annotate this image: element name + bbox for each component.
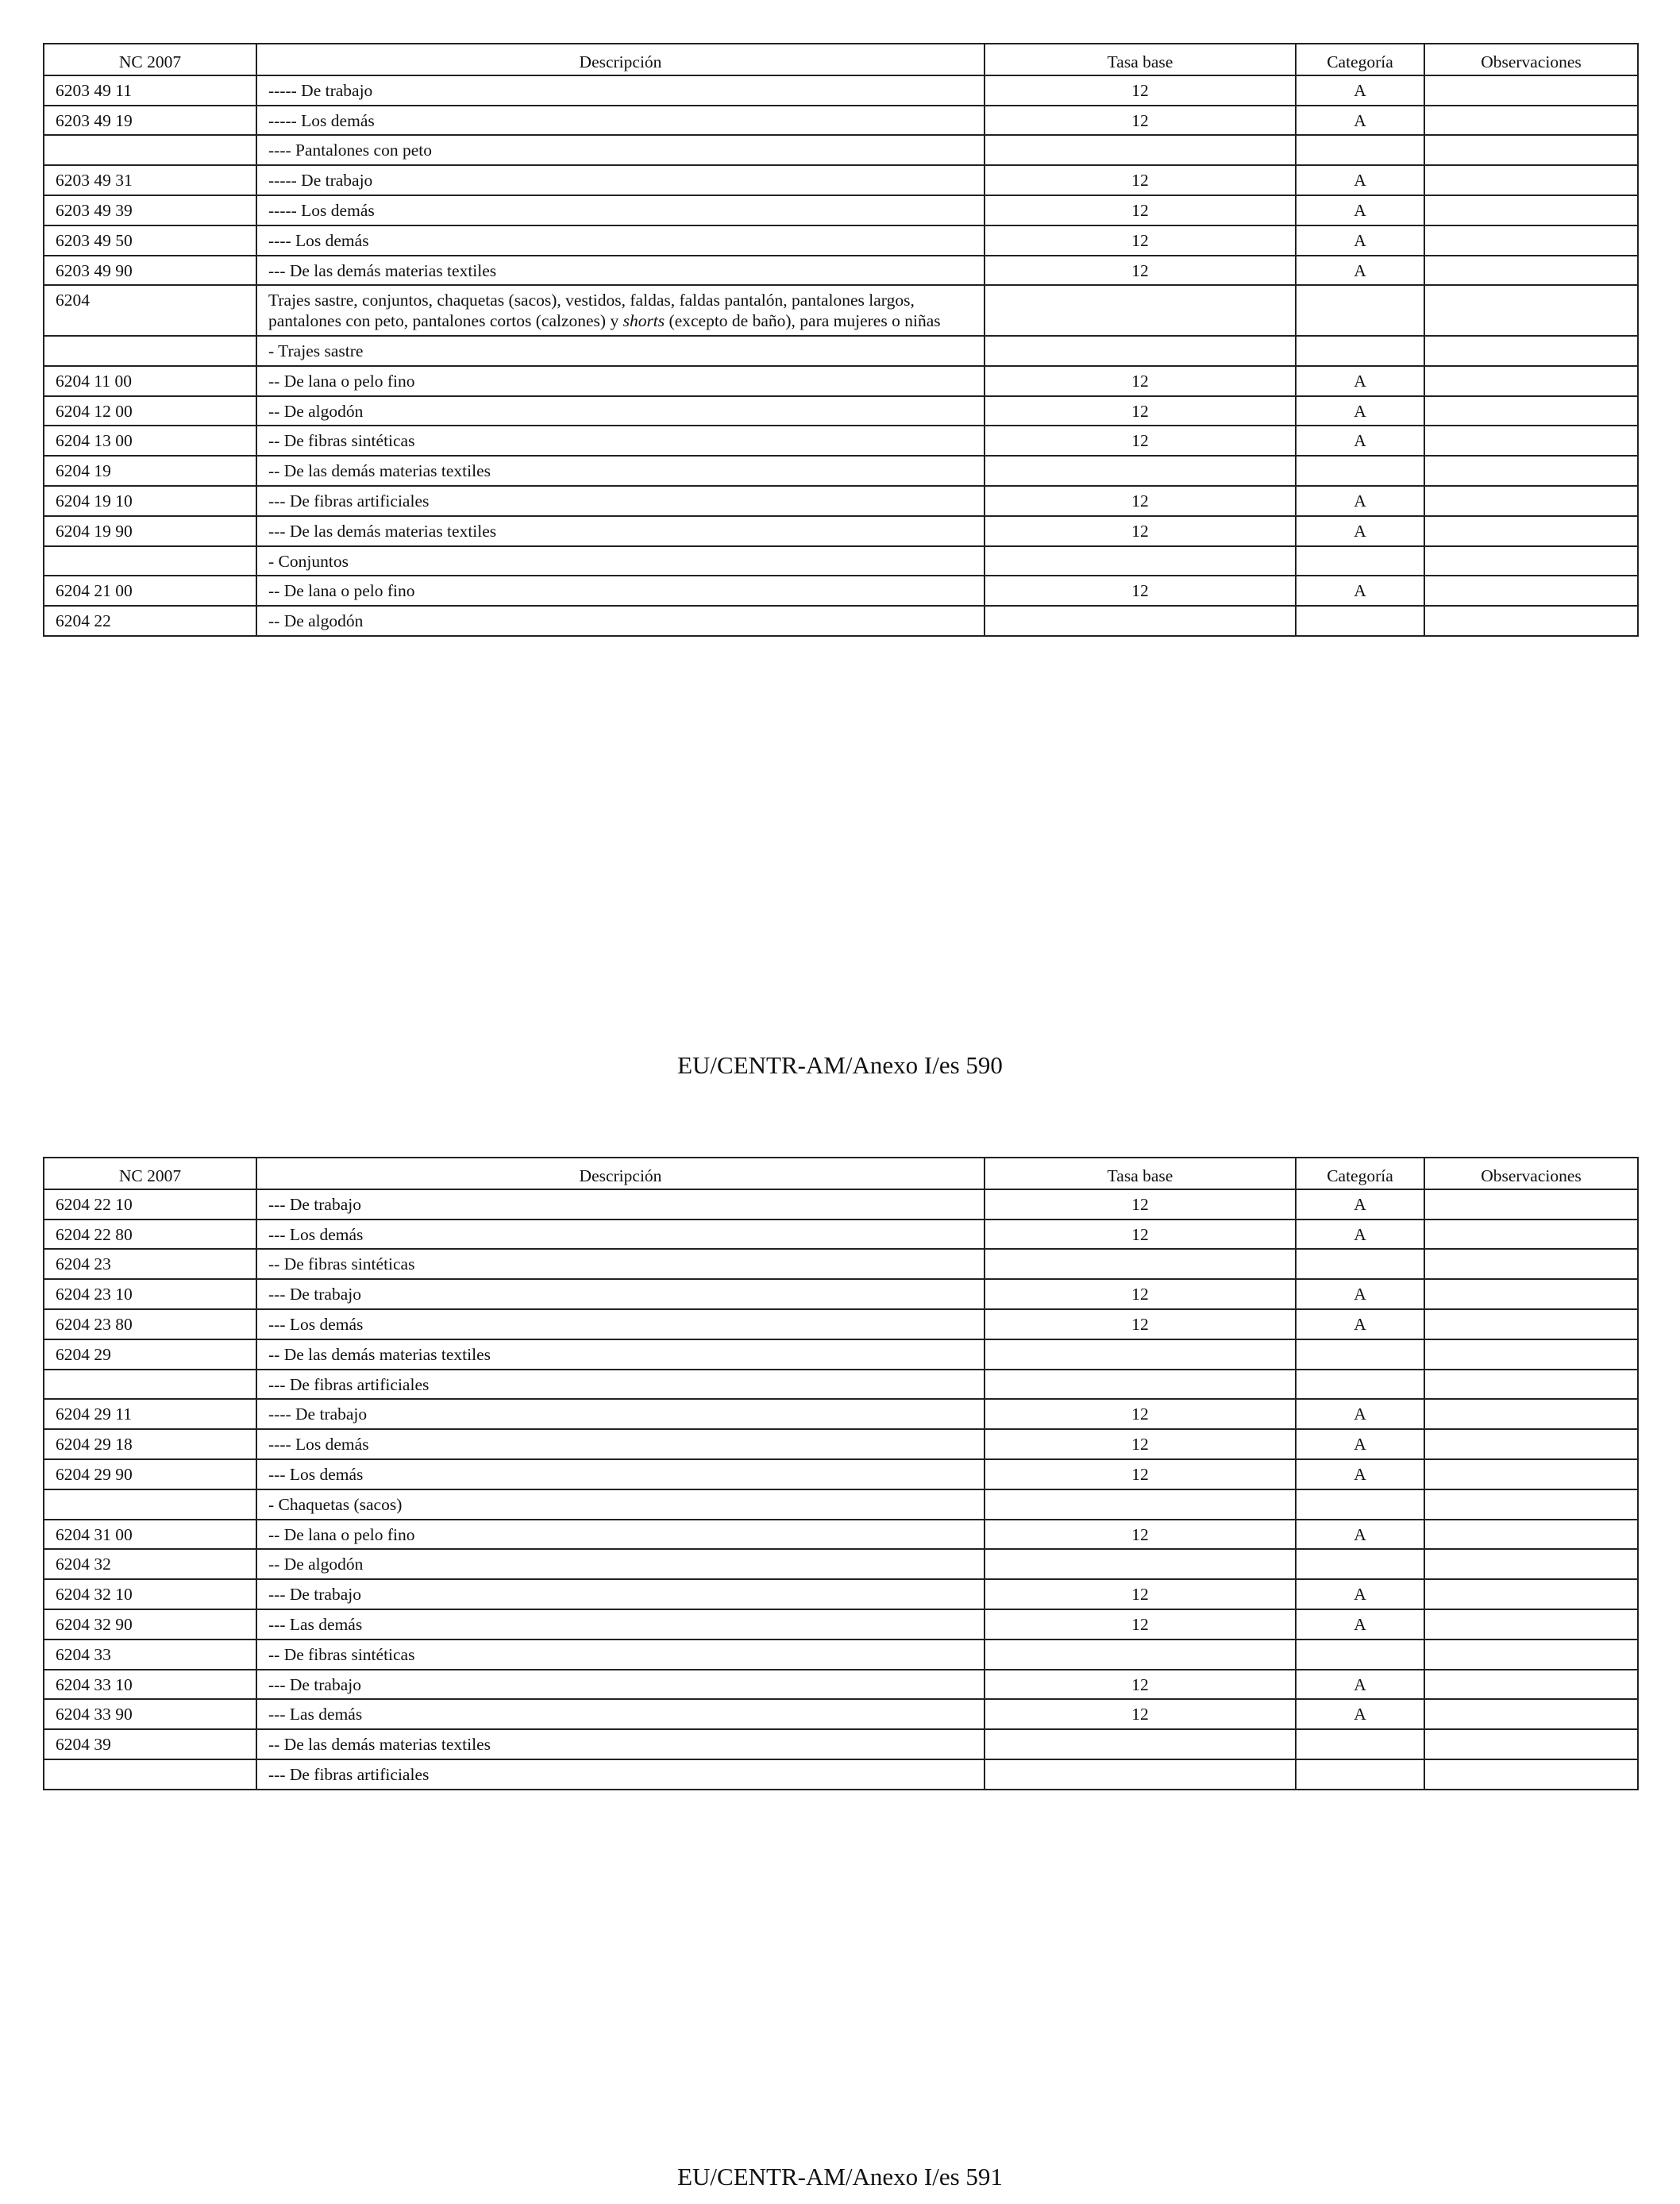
page-footer: EU/CENTR-AM/Anexo I/es 591 (677, 2163, 1003, 2191)
nc-code-cell: 6204 23 10 (44, 1279, 256, 1309)
description-cell (256, 285, 984, 336)
table-row (44, 1520, 1638, 1550)
observations-cell (1424, 366, 1638, 396)
category-cell: A (1296, 1220, 1424, 1250)
observations-cell (1424, 1759, 1638, 1790)
description-cell: --- De las demás materias textiles (256, 256, 984, 286)
description-cell: --- De trabajo (256, 1279, 984, 1309)
base-rate-cell: 12 (984, 195, 1296, 225)
category-cell: A (1296, 426, 1424, 456)
table-row (44, 606, 1638, 636)
description-cell: -- De las demás materias textiles (256, 1729, 984, 1759)
observations-cell (1424, 165, 1638, 195)
nc-code-cell: 6204 21 00 (44, 576, 256, 606)
base-rate-cell (984, 1729, 1296, 1759)
nc-code-cell: 6204 39 (44, 1729, 256, 1759)
header-code: NC 2007 (44, 1158, 256, 1189)
category-cell: A (1296, 75, 1424, 106)
table-body (44, 75, 1638, 636)
observations-cell (1424, 456, 1638, 486)
nc-code-cell: 6204 12 00 (44, 396, 256, 426)
table-row (44, 285, 1638, 336)
description-cell: --- Las demás (256, 1609, 984, 1640)
description-cell: - Conjuntos (256, 546, 984, 576)
category-cell: A (1296, 1670, 1424, 1700)
table-row (44, 135, 1638, 165)
observations-cell (1424, 195, 1638, 225)
description-cell: -- De algodón (256, 606, 984, 636)
category-cell: A (1296, 516, 1424, 546)
category-cell (1296, 1549, 1424, 1579)
header-category: Categoría (1296, 1158, 1424, 1189)
category-cell: A (1296, 1429, 1424, 1459)
category-cell (1296, 1370, 1424, 1400)
nc-code-cell: 6204 22 80 (44, 1220, 256, 1250)
category-cell (1296, 1489, 1424, 1520)
table-row (44, 225, 1638, 256)
category-cell (1296, 1759, 1424, 1790)
observations-cell (1424, 1189, 1638, 1220)
category-cell: A (1296, 1279, 1424, 1309)
description-cell: -- De fibras sintéticas (256, 426, 984, 456)
base-rate-cell (984, 135, 1296, 165)
observations-cell (1424, 1429, 1638, 1459)
category-cell: A (1296, 1399, 1424, 1429)
nc-code-cell: 6204 19 (44, 456, 256, 486)
category-cell: A (1296, 195, 1424, 225)
table-row (44, 75, 1638, 106)
nc-code-cell: 6204 31 00 (44, 1520, 256, 1550)
base-rate-cell (984, 1549, 1296, 1579)
base-rate-cell: 12 (984, 75, 1296, 106)
observations-cell (1424, 576, 1638, 606)
nc-code-cell: 6204 (44, 285, 256, 336)
observations-cell (1424, 1220, 1638, 1250)
nc-code-cell: 6204 13 00 (44, 426, 256, 456)
base-rate-cell: 12 (984, 1220, 1296, 1250)
category-cell (1296, 546, 1424, 576)
observations-cell (1424, 225, 1638, 256)
table-row (44, 195, 1638, 225)
table-row (44, 1609, 1638, 1640)
header-observations: Observaciones (1424, 1158, 1638, 1189)
table-row (44, 516, 1638, 546)
base-rate-cell: 12 (984, 1520, 1296, 1550)
description-cell: --- Los demás (256, 1220, 984, 1250)
category-cell: A (1296, 1309, 1424, 1339)
observations-cell (1424, 135, 1638, 165)
description-cell: --- Los demás (256, 1459, 984, 1489)
base-rate-cell: 12 (984, 165, 1296, 195)
nc-code-cell: 6204 33 (44, 1640, 256, 1670)
nc-code-cell: 6204 29 18 (44, 1429, 256, 1459)
observations-cell (1424, 606, 1638, 636)
table-row (44, 1429, 1638, 1459)
base-rate-cell: 12 (984, 396, 1296, 426)
table-row (44, 426, 1638, 456)
table-header-row (44, 1158, 1638, 1189)
description-cell: - Chaquetas (sacos) (256, 1489, 984, 1520)
category-cell: A (1296, 165, 1424, 195)
description-cell: ---- Pantalones con peto (256, 135, 984, 165)
nc-code-cell: 6204 32 10 (44, 1579, 256, 1609)
nc-code-cell (44, 1759, 256, 1790)
nc-code-cell: 6203 49 11 (44, 75, 256, 106)
nc-code-cell: 6203 49 39 (44, 195, 256, 225)
nc-code-cell: 6204 32 90 (44, 1609, 256, 1640)
description-cell: -- De lana o pelo fino (256, 366, 984, 396)
base-rate-cell (984, 606, 1296, 636)
observations-cell (1424, 1459, 1638, 1489)
description-cell: -- De las demás materias textiles (256, 456, 984, 486)
table-row (44, 1189, 1638, 1220)
description-cell: ----- Los demás (256, 106, 984, 136)
category-cell (1296, 1339, 1424, 1370)
base-rate-cell: 12 (984, 1609, 1296, 1640)
category-cell: A (1296, 1579, 1424, 1609)
description-cell: --- De fibras artificiales (256, 1370, 984, 1400)
category-cell: A (1296, 1189, 1424, 1220)
nc-code-cell: 6204 22 10 (44, 1189, 256, 1220)
table-row (44, 1459, 1638, 1489)
description-cell: --- De trabajo (256, 1579, 984, 1609)
observations-cell (1424, 1670, 1638, 1700)
table-row (44, 1249, 1638, 1279)
category-cell: A (1296, 1520, 1424, 1550)
description-cell: ---- De trabajo (256, 1399, 984, 1429)
base-rate-cell (984, 1249, 1296, 1279)
nc-code-cell: 6203 49 19 (44, 106, 256, 136)
description-cell: --- Los demás (256, 1309, 984, 1339)
nc-code-cell: 6204 33 90 (44, 1699, 256, 1729)
description-cell: --- De fibras artificiales (256, 486, 984, 516)
base-rate-cell: 12 (984, 1699, 1296, 1729)
base-rate-cell (984, 1339, 1296, 1370)
category-cell: A (1296, 1609, 1424, 1640)
base-rate-cell: 12 (984, 1399, 1296, 1429)
observations-cell (1424, 396, 1638, 426)
base-rate-cell (984, 1489, 1296, 1520)
category-cell: A (1296, 1699, 1424, 1729)
description-cell: -- De fibras sintéticas (256, 1640, 984, 1670)
description-cell: ----- Los demás (256, 195, 984, 225)
base-rate-cell (984, 546, 1296, 576)
nc-code-cell: 6204 19 10 (44, 486, 256, 516)
category-cell: A (1296, 225, 1424, 256)
observations-cell (1424, 336, 1638, 366)
base-rate-cell: 12 (984, 1309, 1296, 1339)
tariff-table-page-590 (43, 43, 1639, 637)
base-rate-cell: 12 (984, 1279, 1296, 1309)
base-rate-cell: 12 (984, 1579, 1296, 1609)
description-cell: -- De fibras sintéticas (256, 1249, 984, 1279)
base-rate-cell: 12 (984, 225, 1296, 256)
observations-cell (1424, 426, 1638, 456)
base-rate-cell: 12 (984, 576, 1296, 606)
table-row (44, 1220, 1638, 1250)
base-rate-cell (984, 1370, 1296, 1400)
header-code: NC 2007 (44, 44, 256, 75)
nc-code-cell: 6203 49 31 (44, 165, 256, 195)
header-description: Descripción (256, 1158, 984, 1189)
nc-code-cell (44, 1370, 256, 1400)
nc-code-cell (44, 135, 256, 165)
header-rate: Tasa base (984, 1158, 1296, 1189)
nc-code-cell: 6204 32 (44, 1549, 256, 1579)
observations-cell (1424, 1279, 1638, 1309)
table-row (44, 1339, 1638, 1370)
observations-cell (1424, 516, 1638, 546)
description-cell: --- De fibras artificiales (256, 1759, 984, 1790)
observations-cell (1424, 1339, 1638, 1370)
observations-cell (1424, 1399, 1638, 1429)
description-cell: - Trajes sastre (256, 336, 984, 366)
base-rate-cell: 12 (984, 1670, 1296, 1700)
observations-cell (1424, 1489, 1638, 1520)
category-cell (1296, 1729, 1424, 1759)
nc-code-cell: 6204 11 00 (44, 366, 256, 396)
table-row (44, 366, 1638, 396)
table-row (44, 1489, 1638, 1520)
description-cell: --- Las demás (256, 1699, 984, 1729)
description-cell: ----- De trabajo (256, 75, 984, 106)
table-row (44, 165, 1638, 195)
description-text: Trajes sastre, conjuntos, chaquetas (sacos), vestidos, faldas, faldas pantalón, pantalones largos, pantalones con peto, pantalones cortos (calzones) y (268, 291, 915, 331)
nc-code-cell (44, 336, 256, 366)
observations-cell (1424, 546, 1638, 576)
category-cell: A (1296, 256, 1424, 286)
base-rate-cell: 12 (984, 256, 1296, 286)
description-cell: ---- Los demás (256, 1429, 984, 1459)
category-cell: A (1296, 1459, 1424, 1489)
base-rate-cell (984, 1640, 1296, 1670)
nc-code-cell: 6204 23 (44, 1249, 256, 1279)
description-cell: -- De lana o pelo fino (256, 1520, 984, 1550)
table-row (44, 1399, 1638, 1429)
table-row (44, 336, 1638, 366)
nc-code-cell: 6204 29 (44, 1339, 256, 1370)
nc-code-cell: 6204 22 (44, 606, 256, 636)
observations-cell (1424, 256, 1638, 286)
header-observations: Observaciones (1424, 44, 1638, 75)
header-description: Descripción (256, 44, 984, 75)
nc-code-cell (44, 546, 256, 576)
base-rate-cell: 12 (984, 516, 1296, 546)
base-rate-cell: 12 (984, 1189, 1296, 1220)
table-row (44, 1640, 1638, 1670)
table-row (44, 1279, 1638, 1309)
observations-cell (1424, 1309, 1638, 1339)
observations-cell (1424, 486, 1638, 516)
observations-cell (1424, 1609, 1638, 1640)
observations-cell (1424, 1520, 1638, 1550)
table-row (44, 256, 1638, 286)
nc-code-cell: 6204 23 80 (44, 1309, 256, 1339)
category-cell: A (1296, 106, 1424, 136)
base-rate-cell (984, 336, 1296, 366)
category-cell (1296, 1640, 1424, 1670)
observations-cell (1424, 1640, 1638, 1670)
base-rate-cell: 12 (984, 366, 1296, 396)
observations-cell (1424, 1699, 1638, 1729)
description-cell: ----- De trabajo (256, 165, 984, 195)
category-cell (1296, 336, 1424, 366)
table-body (44, 1189, 1638, 1790)
table-row (44, 1579, 1638, 1609)
category-cell: A (1296, 576, 1424, 606)
description-italic-term: shorts (622, 311, 665, 331)
category-cell (1296, 1249, 1424, 1279)
category-cell (1296, 285, 1424, 336)
description-cell: --- De trabajo (256, 1189, 984, 1220)
category-cell (1296, 135, 1424, 165)
description-cell: -- De lana o pelo fino (256, 576, 984, 606)
category-cell (1296, 606, 1424, 636)
base-rate-cell: 12 (984, 1459, 1296, 1489)
observations-cell (1424, 1549, 1638, 1579)
table-row (44, 1309, 1638, 1339)
observations-cell (1424, 1370, 1638, 1400)
base-rate-cell (984, 285, 1296, 336)
table-row (44, 1699, 1638, 1729)
header-rate: Tasa base (984, 44, 1296, 75)
nc-code-cell: 6204 29 11 (44, 1399, 256, 1429)
description-cell: --- De las demás materias textiles (256, 516, 984, 546)
base-rate-cell: 12 (984, 426, 1296, 456)
page-footer: EU/CENTR-AM/Anexo I/es 590 (677, 1051, 1003, 1079)
observations-cell (1424, 1249, 1638, 1279)
category-cell (1296, 456, 1424, 486)
nc-code-cell: 6203 49 50 (44, 225, 256, 256)
table-row (44, 1370, 1638, 1400)
base-rate-cell (984, 1759, 1296, 1790)
table-row (44, 106, 1638, 136)
base-rate-cell: 12 (984, 106, 1296, 136)
base-rate-cell: 12 (984, 1429, 1296, 1459)
observations-cell (1424, 75, 1638, 106)
table-row (44, 486, 1638, 516)
category-cell: A (1296, 486, 1424, 516)
table-row (44, 576, 1638, 606)
description-cell: --- De trabajo (256, 1670, 984, 1700)
tariff-table-page-591 (43, 1157, 1639, 1790)
table-row (44, 546, 1638, 576)
description-text: (excepto de baño), para mujeres o niñas (665, 311, 941, 331)
description-cell: -- De algodón (256, 396, 984, 426)
nc-code-cell: 6204 29 90 (44, 1459, 256, 1489)
table-row (44, 1549, 1638, 1579)
header-category: Categoría (1296, 44, 1424, 75)
base-rate-cell (984, 456, 1296, 486)
nc-code-cell: 6203 49 90 (44, 256, 256, 286)
base-rate-cell: 12 (984, 486, 1296, 516)
table-row (44, 1670, 1638, 1700)
table-header-row (44, 44, 1638, 75)
observations-cell (1424, 106, 1638, 136)
observations-cell (1424, 285, 1638, 336)
nc-code-cell: 6204 33 10 (44, 1670, 256, 1700)
observations-cell (1424, 1729, 1638, 1759)
table-row (44, 1759, 1638, 1790)
category-cell: A (1296, 366, 1424, 396)
observations-cell (1424, 1579, 1638, 1609)
table-row (44, 1729, 1638, 1759)
description-cell: -- De algodón (256, 1549, 984, 1579)
description-cell: -- De las demás materias textiles (256, 1339, 984, 1370)
table-row (44, 456, 1638, 486)
nc-code-cell: 6204 19 90 (44, 516, 256, 546)
table-row (44, 396, 1638, 426)
category-cell: A (1296, 396, 1424, 426)
nc-code-cell (44, 1489, 256, 1520)
description-cell: ---- Los demás (256, 225, 984, 256)
